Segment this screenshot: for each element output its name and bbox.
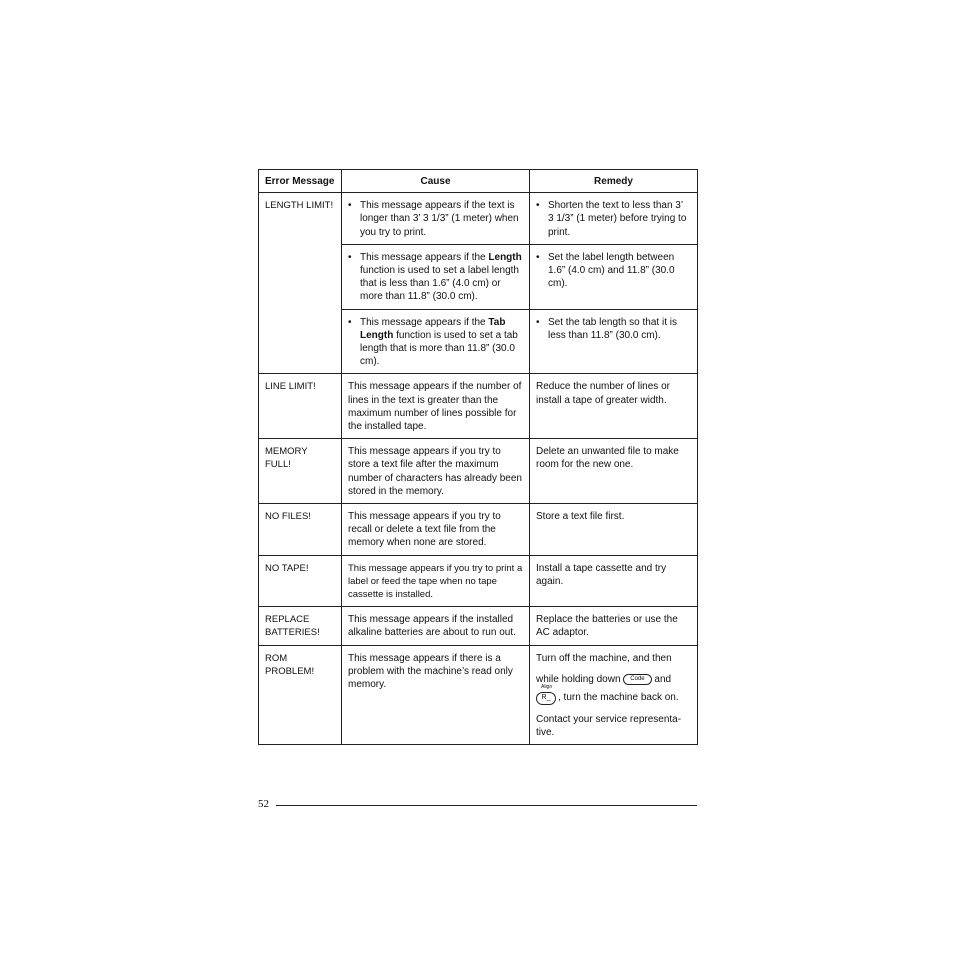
remedy-cell: • Shorten the text to less than 3’ 3 1/3” (1 meter) before trying to print.: [530, 193, 698, 245]
table-row: [259, 645, 698, 745]
header-cause: Cause: [342, 170, 530, 193]
remedy-cell: Replace the batteries or use the AC adaptor.: [530, 607, 698, 645]
remedy-cell: [530, 645, 698, 745]
table-row: [259, 193, 698, 245]
error-name: NO TAPE!: [259, 555, 342, 607]
remedy-cell: Install a tape cassette and try again.: [530, 555, 698, 607]
error-name: LINE LIMIT!: [259, 374, 342, 439]
table-row: [259, 504, 698, 556]
table-row: [259, 607, 698, 645]
key-instruction: Align R_ , turn the machine back on.: [536, 689, 691, 707]
error-name: NO FILES!: [259, 504, 342, 556]
function-name: Tab Length: [360, 316, 506, 341]
cause-cell: • This message appears if the Length function is used to set a label length that is less than 1.6” (4.0 cm) or more than 11.8” (30.0 cm).: [342, 244, 530, 309]
footer-rule: [276, 805, 697, 806]
error-name: REPLACE BATTERIES!: [259, 607, 342, 645]
remedy-text: Set the label length between 1.6” (4.0 cm) and 11.8” (30.0 cm).: [548, 251, 675, 290]
error-message-table: [258, 169, 698, 745]
remedy-text: Contact your service representa-tive.: [536, 713, 682, 739]
remedy-cell: • Set the label length between 1.6” (4.0 cm) and 11.8” (30.0 cm).: [530, 244, 698, 309]
remedy-text: Set the tab length so that it is less than 11.8” (30.0 cm).: [548, 316, 677, 341]
remedy-text: Turn off the machine, and then: [536, 652, 672, 664]
header-remedy: Remedy: [530, 170, 698, 193]
table-header-row: [259, 170, 698, 193]
cause-text: This message appears if the Length function is used to set a label length that is less than 1.6” (4.0 cm) or more than 11.8” (30.0 cm).: [360, 251, 522, 303]
header-error-message: Error Message: [259, 170, 342, 193]
error-name: ROM PROBLEM!: [259, 645, 342, 745]
page-number: 52: [258, 798, 269, 810]
error-name: MEMORY FULL!: [259, 439, 342, 504]
remedy-cell: Delete an unwanted file to make room for the new one.: [530, 439, 698, 504]
table-row: [259, 439, 698, 504]
cause-cell: This message appears if there is a problem with the machine’s read only memory.: [342, 645, 530, 745]
code-key-icon: Code: [623, 674, 651, 685]
cause-cell: This message appears if you try to recall or delete a text file from the memory when none are stored.: [342, 504, 530, 556]
cause-cell: • This message appears if the Tab Length function is used to set a tab length that is more than 11.8” (30.0 cm).: [342, 309, 530, 374]
remedy-text: Shorten the text to less than 3’ 3 1/3” (1 meter) before trying to print.: [548, 200, 687, 238]
cause-cell: • This message appears if the text is longer than 3’ 3 1/3” (1 meter) when you try to print.: [342, 193, 530, 245]
cause-cell: This message appears if the installed alkaline batteries are about to run out.: [342, 607, 530, 645]
align-key-icon: Align R_: [536, 689, 558, 705]
remedy-cell: Store a text file first.: [530, 504, 698, 556]
error-name: LENGTH LIMIT!: [259, 193, 342, 374]
cause-text: This message appears if the Tab Length function is used to set a tab length that is more than 11.8” (30.0 cm).: [360, 316, 518, 368]
cause-cell: This message appears if you try to print a label or feed the tape when no tape cassette is installed.: [342, 555, 530, 607]
remedy-cell: • Set the tab length so that it is less than 11.8” (30.0 cm).: [530, 309, 698, 374]
cause-cell: This message appears if the number of lines in the text is greater than the maximum number of lines possible for the installed tape.: [342, 374, 530, 439]
remedy-cell: Reduce the number of lines or install a tape of greater width.: [530, 374, 698, 439]
function-name: Length: [488, 251, 522, 263]
key-instruction: while holding down Code and: [536, 673, 672, 685]
cause-text: This message appears if the text is longer than 3’ 3 1/3” (1 meter) when you try to print.: [360, 200, 519, 238]
cause-cell: This message appears if you try to store a text file after the maximum number of characters has already been stored in the memory.: [342, 439, 530, 504]
table-row: [259, 555, 698, 607]
table-row: [259, 374, 698, 439]
